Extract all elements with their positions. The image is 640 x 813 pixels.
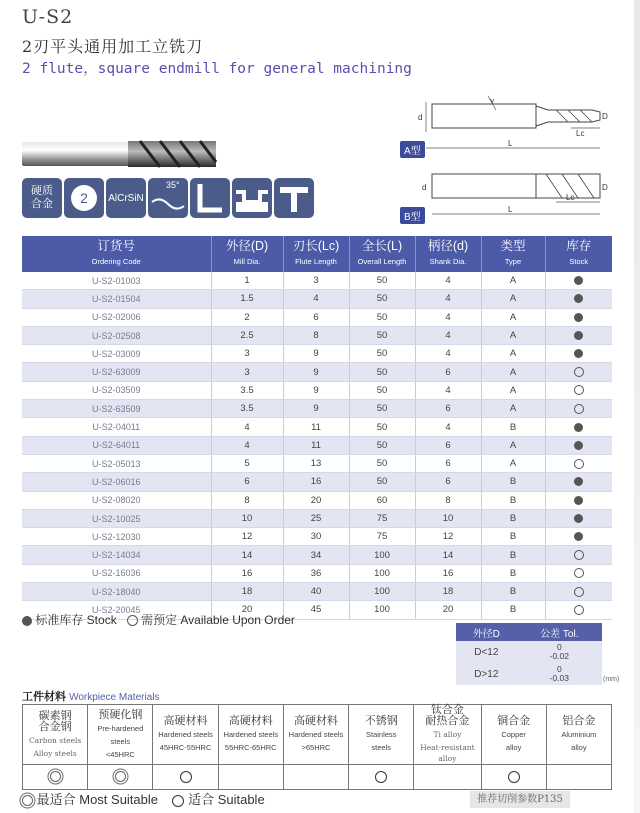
workpiece-rating — [414, 765, 481, 790]
cell-Lc: 11 — [283, 436, 349, 454]
workpiece-col-5: 不锈钢 Stainless steels — [349, 705, 414, 765]
cell-Lc: 36 — [283, 564, 349, 582]
workpiece-title-en: Workpiece Materials — [69, 692, 160, 703]
cell-Lc: 25 — [283, 509, 349, 527]
cell-L: 50 — [349, 418, 415, 436]
stock-empty-icon — [574, 550, 584, 560]
cell-type: B — [481, 473, 545, 491]
stock-full-icon — [574, 514, 583, 523]
svg-text:L: L — [508, 205, 513, 214]
workpiece-rating — [546, 765, 611, 790]
helix-label: 35° — [166, 180, 180, 190]
workpiece-col-6: 钛合金 耐热合金 Ti alloy Heat-resistant alloy — [414, 705, 481, 765]
stock-full-icon — [574, 294, 583, 303]
tolerance-unit: (mm) — [603, 676, 620, 683]
cell-L: 50 — [349, 363, 415, 381]
cell-D: 4 — [211, 436, 283, 454]
cell-type: B — [481, 509, 545, 527]
workpiece-col-2: 高硬材料 Hardened steels 45HRC-55HRC — [153, 705, 218, 765]
cell-d: 18 — [415, 583, 481, 601]
cell-stock — [545, 326, 612, 344]
cell-d: 6 — [415, 363, 481, 381]
table-row — [22, 272, 612, 290]
workpiece-rating — [23, 765, 88, 790]
workpiece-rating — [283, 765, 348, 790]
table-row — [22, 381, 612, 399]
cell-d: 6 — [415, 473, 481, 491]
tolerance-table — [456, 623, 602, 685]
cell-d: 6 — [415, 454, 481, 472]
cell-D: 10 — [211, 509, 283, 527]
cutting-params-reference: 推荐切削参数P135 — [470, 791, 570, 808]
workpiece-col-8: 铝合金 Aluminium alloy — [546, 705, 611, 765]
cell-stock — [545, 491, 612, 509]
cell-Lc: 6 — [283, 308, 349, 326]
svg-text:Lc: Lc — [576, 129, 585, 138]
cell-L: 100 — [349, 583, 415, 601]
cell-L: 100 — [349, 546, 415, 564]
stock-full-icon — [574, 441, 583, 450]
cell-d: 16 — [415, 564, 481, 582]
table-row — [22, 308, 612, 326]
table-row — [22, 454, 612, 472]
tol-row-d: D<12 — [456, 641, 517, 663]
cell-code: U-S2-01003 — [22, 272, 211, 290]
cell-code: U-S2-03009 — [22, 345, 211, 363]
tol-header-tol: 公差 Tol. — [517, 623, 602, 641]
workpiece-rating — [349, 765, 414, 790]
cell-d: 12 — [415, 528, 481, 546]
cell-Lc: 4 — [283, 290, 349, 308]
cell-code: U-S2-20045 — [22, 601, 211, 619]
cell-Lc: 9 — [283, 345, 349, 363]
cell-stock — [545, 454, 612, 472]
spec-header-5: 类型 Type — [481, 236, 545, 272]
cell-D: 4 — [211, 418, 283, 436]
tol-header-d: 外径D — [456, 623, 517, 641]
svg-text:d: d — [418, 113, 423, 122]
product-code: U-S2 — [22, 6, 74, 28]
cell-code: U-S2-05013 — [22, 454, 211, 472]
suitable-icon — [508, 771, 520, 783]
cell-D: 18 — [211, 583, 283, 601]
cell-Lc: 34 — [283, 546, 349, 564]
cell-L: 75 — [349, 528, 415, 546]
cell-L: 50 — [349, 272, 415, 290]
material-label-1: 硬质 — [31, 185, 53, 197]
cell-d: 4 — [415, 381, 481, 399]
cell-Lc: 30 — [283, 528, 349, 546]
cell-type: B — [481, 491, 545, 509]
material-carbide-icon — [22, 178, 62, 218]
cell-code: U-S2-18040 — [22, 583, 211, 601]
cell-type: A — [481, 363, 545, 381]
cell-d: 4 — [415, 326, 481, 344]
cell-L: 50 — [349, 436, 415, 454]
cell-stock — [545, 546, 612, 564]
stock-empty-icon — [574, 587, 584, 597]
cell-type: A — [481, 436, 545, 454]
slotting-icon — [232, 178, 272, 218]
cell-L: 50 — [349, 345, 415, 363]
cell-stock — [545, 272, 612, 290]
cell-L: 100 — [349, 601, 415, 619]
cell-stock — [545, 564, 612, 582]
cell-L: 60 — [349, 491, 415, 509]
workpiece-rating — [153, 765, 218, 790]
cell-D: 3.5 — [211, 400, 283, 418]
cell-type: A — [481, 454, 545, 472]
cell-type: B — [481, 528, 545, 546]
cell-type: A — [481, 308, 545, 326]
table-row — [22, 345, 612, 363]
cell-stock — [545, 290, 612, 308]
cell-type: A — [481, 381, 545, 399]
svg-text:D: D — [602, 112, 608, 121]
cell-type: B — [481, 601, 545, 619]
cell-D: 16 — [211, 564, 283, 582]
stock-full-icon — [574, 276, 583, 285]
table-row — [22, 418, 612, 436]
stock-full-icon — [574, 423, 583, 432]
workpiece-col-0: 碳素钢 合金钢 Carbon steels Alloy steels — [23, 705, 88, 765]
workpiece-col-4: 高硬材料 Hardened steels >65HRC — [283, 705, 348, 765]
spec-header-1: 外径(D) Mill Dia. — [211, 236, 283, 272]
cell-L: 75 — [349, 509, 415, 527]
cell-stock — [545, 418, 612, 436]
cell-Lc: 20 — [283, 491, 349, 509]
suitable-icon — [375, 771, 387, 783]
type-a-drawing — [396, 92, 614, 158]
cell-type: A — [481, 345, 545, 363]
stock-empty-icon — [574, 404, 584, 414]
square-end-icon — [190, 178, 230, 218]
stock-empty-icon — [574, 605, 584, 615]
spec-header-3: 全长(L) Overall Length — [349, 236, 415, 272]
table-row — [22, 473, 612, 491]
flute-count: 2 — [71, 185, 97, 211]
cell-code: U-S2-63509 — [22, 400, 211, 418]
cell-stock — [545, 308, 612, 326]
stock-full-icon — [574, 349, 583, 358]
cell-L: 50 — [349, 400, 415, 418]
cell-type: A — [481, 326, 545, 344]
svg-text:d: d — [422, 183, 427, 192]
cell-Lc: 8 — [283, 326, 349, 344]
cell-code: U-S2-12030 — [22, 528, 211, 546]
stock-legend-standard: 标准库存 Stock — [35, 613, 117, 627]
cell-D: 3 — [211, 345, 283, 363]
cell-D: 8 — [211, 491, 283, 509]
stock-full-icon — [574, 496, 583, 505]
cell-L: 50 — [349, 308, 415, 326]
product-title-en: 2 flute，square endmill for general machining — [22, 61, 412, 77]
cell-stock — [545, 601, 612, 619]
workpiece-title — [22, 688, 159, 704]
tol-row-d: D>12 — [456, 663, 517, 685]
helix-angle-icon — [148, 178, 188, 218]
cell-code: U-S2-16036 — [22, 564, 211, 582]
spec-header-6: 库存 Stock — [545, 236, 612, 272]
table-row — [22, 491, 612, 509]
cell-code: U-S2-64011 — [22, 436, 211, 454]
table-row — [22, 400, 612, 418]
stock-full-icon — [574, 331, 583, 340]
cell-d: 4 — [415, 418, 481, 436]
table-row — [22, 546, 612, 564]
suitable-icon — [180, 771, 192, 783]
cell-D: 1.5 — [211, 290, 283, 308]
flute-count-icon — [64, 178, 104, 218]
stock-full-icon — [574, 313, 583, 322]
workpiece-rating — [88, 765, 153, 790]
cell-Lc: 40 — [283, 583, 349, 601]
cell-D: 12 — [211, 528, 283, 546]
cell-d: 4 — [415, 272, 481, 290]
workpiece-col-7: 铜合金 Copper alloy — [481, 705, 546, 765]
cell-stock — [545, 400, 612, 418]
stock-empty-icon — [574, 367, 584, 377]
cell-Lc: 16 — [283, 473, 349, 491]
table-row — [22, 528, 612, 546]
side-milling-icon — [274, 178, 314, 218]
cell-stock — [545, 473, 612, 491]
cell-type: B — [481, 418, 545, 436]
cell-L: 50 — [349, 326, 415, 344]
stock-empty-icon — [574, 459, 584, 469]
material-label-2: 合金 — [31, 198, 53, 210]
cell-L: 100 — [349, 564, 415, 582]
table-row — [22, 509, 612, 527]
cell-stock — [545, 363, 612, 381]
spec-header-4: 柄径(d) Shank Dia. — [415, 236, 481, 272]
cell-type: B — [481, 546, 545, 564]
cell-code: U-S2-04011 — [22, 418, 211, 436]
cell-d: 4 — [415, 345, 481, 363]
endmill-photo — [20, 136, 220, 172]
cell-Lc: 13 — [283, 454, 349, 472]
svg-text:L: L — [508, 139, 513, 148]
cell-type: A — [481, 290, 545, 308]
suitable-icon — [172, 795, 184, 807]
cell-L: 50 — [349, 473, 415, 491]
spec-header-0: 订货号 Ordering Code — [22, 236, 211, 272]
most-suitable-icon — [22, 795, 33, 806]
cell-d: 4 — [415, 308, 481, 326]
cell-d: 8 — [415, 491, 481, 509]
cell-stock — [545, 381, 612, 399]
tol-row-value: 0 -0.02 — [517, 641, 602, 663]
cell-L: 50 — [349, 454, 415, 472]
stock-full-icon — [574, 477, 583, 486]
cell-code: U-S2-63009 — [22, 363, 211, 381]
cell-Lc: 3 — [283, 272, 349, 290]
stock-empty-icon — [574, 385, 584, 395]
cell-D: 2 — [211, 308, 283, 326]
spec-header-2: 刃长(Lc) Flute Length — [283, 236, 349, 272]
suitability-legend — [22, 789, 265, 808]
cell-D: 5 — [211, 454, 283, 472]
cell-stock — [545, 583, 612, 601]
stock-legend — [22, 611, 295, 628]
workpiece-col-3: 高硬材料 Hardened steels 55HRC-65HRC — [218, 705, 283, 765]
type-a-label: A型 — [400, 141, 425, 158]
cell-Lc: 11 — [283, 418, 349, 436]
most-suitable-label: 最适合 Most Suitable — [36, 792, 158, 807]
workpiece-rating — [481, 765, 546, 790]
workpiece-col-1: 预硬化钢 Pre-hardened steels <45HRC — [88, 705, 153, 765]
type-b-drawing — [396, 168, 614, 220]
table-row — [22, 436, 612, 454]
table-row — [22, 290, 612, 308]
cell-Lc: 45 — [283, 601, 349, 619]
cell-stock — [545, 528, 612, 546]
cell-stock — [545, 345, 612, 363]
cell-code: U-S2-14034 — [22, 546, 211, 564]
cell-stock — [545, 436, 612, 454]
cell-code: U-S2-06016 — [22, 473, 211, 491]
product-title-cn: 2刃平头通用加工立铣刀 — [22, 37, 204, 56]
cell-L: 50 — [349, 381, 415, 399]
workpiece-rating — [218, 765, 283, 790]
table-row — [22, 363, 612, 381]
table-row — [22, 583, 612, 601]
cell-code: U-S2-03509 — [22, 381, 211, 399]
coating-label: AlCrSiN — [108, 192, 144, 204]
table-row — [22, 564, 612, 582]
spec-table — [22, 236, 612, 620]
cell-D: 14 — [211, 546, 283, 564]
cell-type: A — [481, 400, 545, 418]
page-edge — [634, 0, 640, 813]
cell-D: 1 — [211, 272, 283, 290]
type-b-label: B型 — [400, 207, 425, 224]
cell-d: 10 — [415, 509, 481, 527]
coating-icon — [106, 178, 146, 218]
cell-D: 20 — [211, 601, 283, 619]
table-row — [22, 326, 612, 344]
stock-legend-order: 需预定 Available Upon Order — [141, 613, 295, 627]
cell-code: U-S2-10025 — [22, 509, 211, 527]
cell-D: 2.5 — [211, 326, 283, 344]
tol-row-value: 0 -0.03 — [517, 663, 602, 685]
cell-D: 3.5 — [211, 381, 283, 399]
suitable-label: 适合 Suitable — [188, 792, 265, 807]
cell-d: 20 — [415, 601, 481, 619]
cell-D: 3 — [211, 363, 283, 381]
svg-text:Lc: Lc — [566, 193, 575, 202]
cell-d: 6 — [415, 400, 481, 418]
cell-L: 50 — [349, 290, 415, 308]
cell-d: 14 — [415, 546, 481, 564]
svg-text:Y: Y — [490, 99, 495, 106]
cell-code: U-S2-02006 — [22, 308, 211, 326]
cell-type: A — [481, 272, 545, 290]
cell-d: 6 — [415, 436, 481, 454]
cell-D: 6 — [211, 473, 283, 491]
cell-stock — [545, 509, 612, 527]
svg-text:D: D — [602, 183, 608, 192]
cell-type: B — [481, 583, 545, 601]
cell-Lc: 9 — [283, 363, 349, 381]
cell-code: U-S2-01504 — [22, 290, 211, 308]
cell-code: U-S2-08020 — [22, 491, 211, 509]
cell-Lc: 9 — [283, 381, 349, 399]
cell-Lc: 9 — [283, 400, 349, 418]
most-suitable-icon — [50, 771, 61, 782]
stock-empty-icon — [127, 615, 138, 626]
most-suitable-icon — [115, 771, 126, 782]
stock-full-icon — [22, 616, 32, 626]
stock-full-icon — [574, 532, 583, 541]
cell-d: 4 — [415, 290, 481, 308]
workpiece-table — [22, 704, 612, 790]
stock-empty-icon — [574, 568, 584, 578]
cell-code: U-S2-02508 — [22, 326, 211, 344]
workpiece-title-cn: 工件材料 — [22, 691, 66, 703]
cell-type: B — [481, 564, 545, 582]
